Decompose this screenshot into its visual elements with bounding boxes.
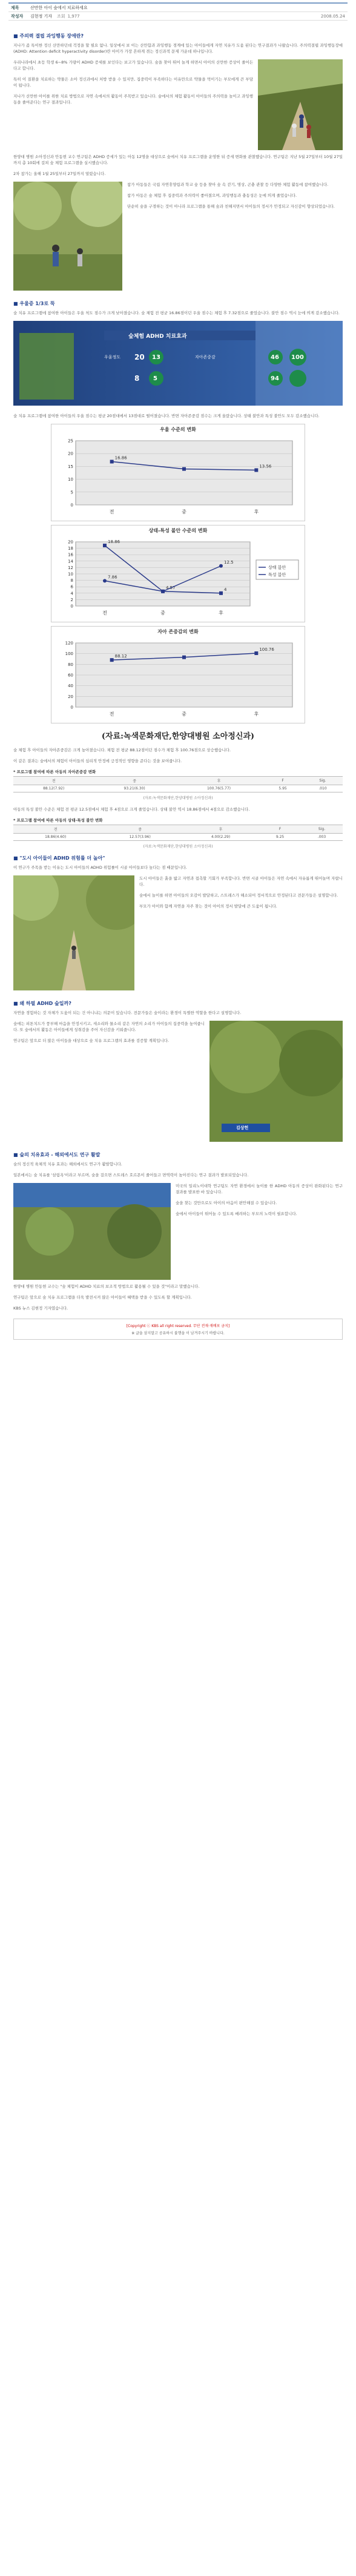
author-name[interactable]: 김현정 기자	[30, 13, 53, 19]
chart-svg	[51, 637, 305, 722]
infographic-value: 20	[134, 353, 145, 361]
paragraph: 연구팀은 앞으로 더 많은 아이들을 대상으로 숲 치유 프로그램의 효과를 검증할 계획입니다.	[13, 1038, 170, 1043]
table-header-cell: 후	[175, 777, 263, 785]
article-container	[8, 0, 348, 1340]
y-tick-label: 0	[70, 502, 73, 508]
x-tick-label: 전	[102, 610, 107, 616]
data-table-anxiety	[13, 825, 343, 841]
paragraph: 우리나라에서 초등 학생 6~8% 가량이 ADHD 증세를 보인다는 보고가 있습니다. 숲을 찾아 뛰어 놀게 하면서 아이의 산만한 증상이 줄어든다고 합니다.	[13, 60, 253, 71]
title-row	[8, 4, 348, 12]
x-tick-label: 중	[160, 610, 165, 616]
y-tick-label: 60	[68, 673, 73, 678]
table-cell: 9.25	[259, 834, 301, 841]
paragraph: 2차 참가는 올해 1월 25일부터 27일까지 열렸습니다.	[13, 171, 106, 176]
infographic-forest-effects	[13, 321, 343, 406]
table-title: * 프로그램 참여에 따른 아동의 자아존중감 변화	[13, 769, 96, 774]
table-cell: 5.95	[263, 785, 303, 792]
section-heading-5: ■ 왜 하필 ADHD 숲일까?	[13, 1001, 71, 1006]
data-label: 4	[224, 587, 227, 592]
chart-svg	[51, 435, 305, 519]
data-label: 16.86	[114, 455, 127, 461]
data-label: 13.56	[259, 464, 272, 469]
y-tick-label: 20	[68, 539, 73, 545]
table-cell: 12.57(3.96)	[97, 834, 182, 841]
paragraph: 특히 이 질환을 치료하는 약물은 소아 정신과에서 처방 받을 수 있지만, 집중력이 부족하다는 이유만으로 약물을 먹이기는 부모에게 큰 부담이 됩니다.	[13, 77, 253, 88]
paragraph: 숲에는 피톤치드가 풍부해 마음을 안정시키고, 새소리와 물소리 같은 자연의 소리가 아이들의 집중력을 높여줍니다. 또 숲에서의 활동은 아이들에게 성취감을 주어 자신감을 키워줍니다.	[13, 1021, 205, 1032]
article-photo-forest-road	[13, 875, 134, 990]
paragraph: 자연을 경험하는 것 자체가 도움이 되는 건 아니냐는 의문이 있습니다. 전문가들은 숲이라는 환경이 특별한 역할을 한다고 설명합니다.	[13, 1010, 242, 1015]
data-point	[103, 544, 107, 547]
y-tick-label: 12	[68, 565, 73, 570]
paragraph: 단순히 숲을 구경하는 것이 아니라 프로그램을 통해 숲과 친해지면서 아이들의 정서가 안정되고 자신감이 향상되었습니다.	[127, 204, 335, 209]
views-label: 조회	[57, 13, 65, 19]
data-point	[182, 467, 186, 471]
x-tick-label: 후	[254, 509, 259, 515]
table-header-cell: F	[263, 777, 303, 785]
table-header-cell: 중	[94, 777, 174, 785]
paragraph: 부모가 아이와 함께 자연을 자주 찾는 것이 아이의 정서 발달에 큰 도움이 됩니다.	[139, 904, 277, 909]
table-header-cell: 전	[13, 777, 94, 785]
line-chart	[51, 424, 305, 521]
paragraph: 한양대 병원 소아정신과 안동현 교수 연구팀은 ADHD 증세가 있는 아동 12명을 대상으로 숲에서 치유 프로그램을 운영한 뒤 증세 변화를 관찰했습니다. 연구팀은 지난 5월 27일부터 10월 27일까지 총 10회에 걸쳐 숲 체험 프로그램을 실시했습니다.	[13, 154, 343, 165]
chart-title: 상태-특성 불안 수준의 변화	[148, 528, 208, 533]
paragraph: 숲에서 아이들이 뛰어놀 수 있도록 배려하는 부모의 노력이 필요합니다.	[176, 1211, 297, 1216]
section-heading-1: ■ 주의력 결핍 과잉행동 장애란?	[13, 33, 84, 39]
paragraph: 도시 아이들은 흙을 밟고 자연과 접촉할 기회가 부족합니다. 반면 시골 아이들은 자연 속에서 자유롭게 뛰어놀며 자랍니다.	[139, 876, 343, 887]
table-cell: 93.21(6.30)	[94, 785, 174, 792]
data-point	[182, 656, 186, 659]
infographic-value: 8	[134, 374, 140, 383]
table-cell: 100.76(5.77)	[175, 785, 263, 792]
article-photo-children-walking	[258, 59, 343, 150]
data-point	[110, 460, 114, 464]
y-tick-label: 100	[65, 651, 73, 657]
article-title: 산만한 아이 숲에서 치료하세요	[30, 5, 88, 10]
infographic-value: 94	[271, 375, 279, 382]
copyright-footer	[13, 1319, 343, 1340]
table-header-cell: 전	[13, 825, 97, 834]
paragraph: 미국의 일리노이대학 연구팀도 자연 환경에서 놀이를 한 ADHD 아동의 증상이 완화된다는 연구 결과를 발표한 바 있습니다.	[176, 1184, 343, 1194]
photo-forest-group-illustration	[13, 182, 122, 291]
y-tick-label: 0	[70, 604, 73, 609]
article-photo-forest-activity	[13, 182, 122, 291]
paragraph: 일본에서는 숲 치유를 '삼림욕'이라고 부르며, 숲을 걸으면 스트레스 호르몬이 줄어들고 면역력이 높아진다는 연구 결과가 발표되었습니다.	[13, 1173, 249, 1178]
paragraph: KBS 뉴스 김현정 기자였습니다.	[13, 1306, 68, 1311]
y-tick-label: 5	[70, 490, 73, 495]
article-body	[8, 21, 348, 1340]
table-row	[13, 834, 343, 841]
data-table-selfesteem	[13, 776, 343, 792]
table-header-cell: F	[259, 825, 301, 834]
photo-caption-name: 김상헌	[236, 1125, 249, 1130]
y-tick-label: 20	[68, 694, 73, 699]
author-row	[8, 12, 348, 21]
title-label: 제목	[11, 5, 19, 10]
section-heading-2: ■ 우울증 1/3로 뚝	[13, 301, 55, 306]
table-source-note: (자료:녹색문화재단,한양대병원 소아정신과)	[143, 796, 213, 800]
y-tick-label: 4	[70, 591, 73, 596]
table-cell: 18.86(4.60)	[13, 834, 97, 841]
photo-forest-illustration	[258, 59, 343, 150]
article-photo-forest-interview	[209, 1021, 343, 1142]
paragraph: 숲 치유 프로그램에 참여한 아이들의 우울 점수는 평균 20점대에서 13점대로 떨어졌습니다. 반면 자아존중감 점수는 크게 올랐습니다. 상태 불안과 특성 불안도 모두 감소했습니다.	[13, 413, 320, 418]
article-meta	[8, 2, 348, 21]
infographic-value: 5	[153, 375, 157, 382]
y-tick-label: 10	[68, 477, 73, 483]
author-label: 작성자	[11, 13, 24, 19]
table-header-cell: 후	[182, 825, 259, 834]
table-header-row	[13, 777, 343, 785]
infographic-value: 100	[291, 354, 304, 361]
data-label: 88.12	[114, 654, 127, 659]
table-header-cell: Sig.	[301, 825, 343, 834]
paragraph: 아동의 특성 불안 수준은 체험 전 평균 12.5점에서 체험 후 4점으로 크게 줄었습니다. 상태 불안 역시 18.86점에서 4점으로 감소했습니다.	[13, 807, 250, 812]
data-point	[254, 651, 258, 655]
paragraph: 숲의 정신적 육체적 치유 효과는 해외에서도 연구가 활발합니다.	[13, 1162, 122, 1167]
table-title: * 프로그램 참여에 따른 아동의 상태-특성 불안 변화	[13, 818, 103, 823]
chart-svg	[51, 536, 305, 621]
infographic-label-depression: 우울정도	[104, 355, 121, 360]
y-tick-label: 10	[68, 572, 73, 577]
x-tick-label: 중	[182, 509, 186, 515]
paragraph: 숲 치유 프로그램에 참여한 아이들은 우울 척도 점수가 크게 낮아졌습니다. 숲 체험 전 평균 16.86점이던 우울 점수는 체험 후 7.32점으로 줄었습니다. 불안 점수 역시 눈에 띄게 감소했습니다.	[13, 311, 340, 315]
data-point	[110, 658, 114, 662]
section-heading-4: ■ "도시 아이들이 ADHD 위험률 더 높아"	[13, 855, 105, 861]
table-header-row	[13, 825, 343, 834]
charts-area	[13, 424, 343, 723]
data-point	[219, 591, 223, 595]
y-tick-label: 25	[68, 438, 73, 444]
table-source-note: (자료:녹색문화재단,한양대병원 소아정신과)	[143, 845, 213, 849]
plot-area	[76, 441, 292, 505]
paragraph: 참가 아동은 숲 체험 후 집중력과 주의력이 좋아졌으며, 과잉행동과 충동성은 눈에 띄게 줄었습니다.	[127, 193, 297, 198]
x-tick-label: 전	[109, 711, 114, 717]
data-point	[219, 564, 223, 568]
y-tick-label: 2	[70, 597, 73, 602]
legend-label: 특성 불안	[268, 572, 286, 578]
x-tick-label: 후	[219, 610, 223, 616]
paragraph: 한양대 병원 안동현 교수는 "숲 체험이 ADHD 치료의 보조적 방법으로 활용될 수 있을 것"이라고 말했습니다.	[13, 1284, 200, 1289]
paragraph: 지나가 산만한 아이를 위한 치료 방법으로 자연 속에서의 활동이 주목받고 있습니다. 숲에서의 체험 활동이 아이들의 주의력을 높이고 과잉행동을 줄여준다는 연구 결과입니다.	[13, 94, 253, 105]
chart-title: 자아 존중감의 변화	[157, 629, 199, 634]
infographic-value: 13	[152, 354, 160, 361]
paragraph: 숲을 찾는 것만으로도 아이의 마음이 편안해질 수 있습니다.	[176, 1201, 277, 1205]
chart-title: 우울 수준의 변화	[160, 427, 196, 432]
data-label: 18.86	[108, 539, 120, 545]
data-label: 4.57	[166, 585, 176, 590]
footer-note: ※ 글을 삼지말고 공유하시 불행을 이 남겨주시기 바랍니다.	[131, 1331, 225, 1336]
data-point	[161, 590, 165, 593]
article-photo-kids-forest	[13, 1183, 171, 1280]
legend-label: 상태 불안	[268, 565, 286, 570]
data-label: 12.5	[224, 559, 234, 565]
paragraph: 참가 아동들은 국립 자연휴양림과 학교 숲 등을 찾아 숲 속 걷기, 명상, 곤충 관찰 등 다양한 체험 활동에 참여했습니다.	[127, 182, 329, 187]
table-cell: 88.12(7.92)	[13, 785, 94, 792]
data-label: 7.86	[108, 575, 117, 580]
data-point	[254, 469, 258, 472]
y-tick-label: 120	[65, 641, 73, 646]
photo-kids-forest-illustration	[13, 1183, 171, 1280]
y-tick-label: 18	[68, 546, 73, 552]
y-tick-label: 8	[70, 578, 73, 584]
data-point	[103, 579, 107, 582]
table-cell: .003	[301, 834, 343, 841]
chart-source-caption: (자료:녹색문화재단,한양대병원 소아정신과)	[101, 732, 255, 741]
infographic-value: 46	[271, 354, 279, 361]
infographic-title: 숲체험 ADHD 치료효과	[128, 334, 187, 340]
x-tick-label: 중	[182, 711, 186, 717]
line-chart	[51, 626, 305, 723]
views-count: 1,977	[67, 13, 80, 19]
y-tick-label: 14	[68, 559, 73, 564]
y-tick-label: 80	[68, 662, 73, 667]
table-cell: 4.00(2.29)	[182, 834, 259, 841]
line-chart	[51, 525, 305, 622]
data-label: 100.76	[259, 647, 274, 652]
table-cell: .010	[303, 785, 343, 792]
y-tick-label: 0	[70, 705, 73, 710]
post-date: 2008.05.24	[320, 13, 345, 19]
y-tick-label: 15	[68, 464, 73, 469]
paragraph: 이 같은 결과는 숲에서의 체험이 아이들의 심리적 안정에 긍정적인 영향을 준다는 것을 보여줍니다.	[13, 759, 182, 763]
x-tick-label: 전	[109, 509, 114, 515]
infographic-label-selfesteem: 자아존중감	[195, 355, 216, 360]
copyright-text: [Copyright ⓒ KBS all right reserved. 무단 전재·재배포 금지]	[126, 1324, 230, 1328]
y-tick-label: 6	[70, 584, 73, 590]
paragraph: 연구팀은 앞으로 숲 치유 프로그램을 더욱 발전시켜 많은 아이들이 혜택을 받을 수 있도록 할 계획입니다.	[13, 1295, 192, 1300]
y-tick-label: 40	[68, 684, 73, 689]
paragraph: 지나가 좀 특이한 정신 산만하던데 걱정을 할 필요 없나. 일상에서 보 이는 산만함과 과잉행동 경계에 있는 아이들에게 자연 치유가 도움 된다는 연구결과가 나왔습니다. 주의력결핍 과잉행동장애 (ADHD: Attention deficit hyperactivity disorder)란 아이가 가장 흔하게 겪는 정신과적 문제 가운데 하나입니다.	[13, 43, 343, 54]
paragraph: 숲 체험 후 아이들의 자아존중감은 크게 높아졌습니다. 체험 전 평균 88.12점이던 점수가 체험 후 100.76점으로 상승했습니다.	[13, 748, 231, 753]
photo-forest-road-illustration	[13, 875, 134, 990]
table-header-cell: 중	[97, 825, 182, 834]
photo-forest-interview-illustration	[209, 1021, 343, 1142]
table-row	[13, 785, 343, 792]
table-header-cell: Sig.	[303, 777, 343, 785]
paragraph: 이 연구가 주목을 받는 이유는 도시 아이들의 ADHD 위험률이 시골 아이들보다 높다는 점 때문입니다.	[13, 865, 187, 870]
paragraph: 숲에서 놀이를 하면 아이들의 오감이 발달하고, 스트레스가 해소되어 정서적으로 안정된다고 전문가들은 설명합니다.	[139, 893, 338, 898]
section-heading-6: ■ 숲의 치유효과 - 해외에서도 연구 활발	[13, 1152, 101, 1158]
y-tick-label: 16	[68, 552, 73, 558]
y-tick-label: 20	[68, 451, 73, 456]
x-tick-label: 후	[254, 711, 259, 717]
